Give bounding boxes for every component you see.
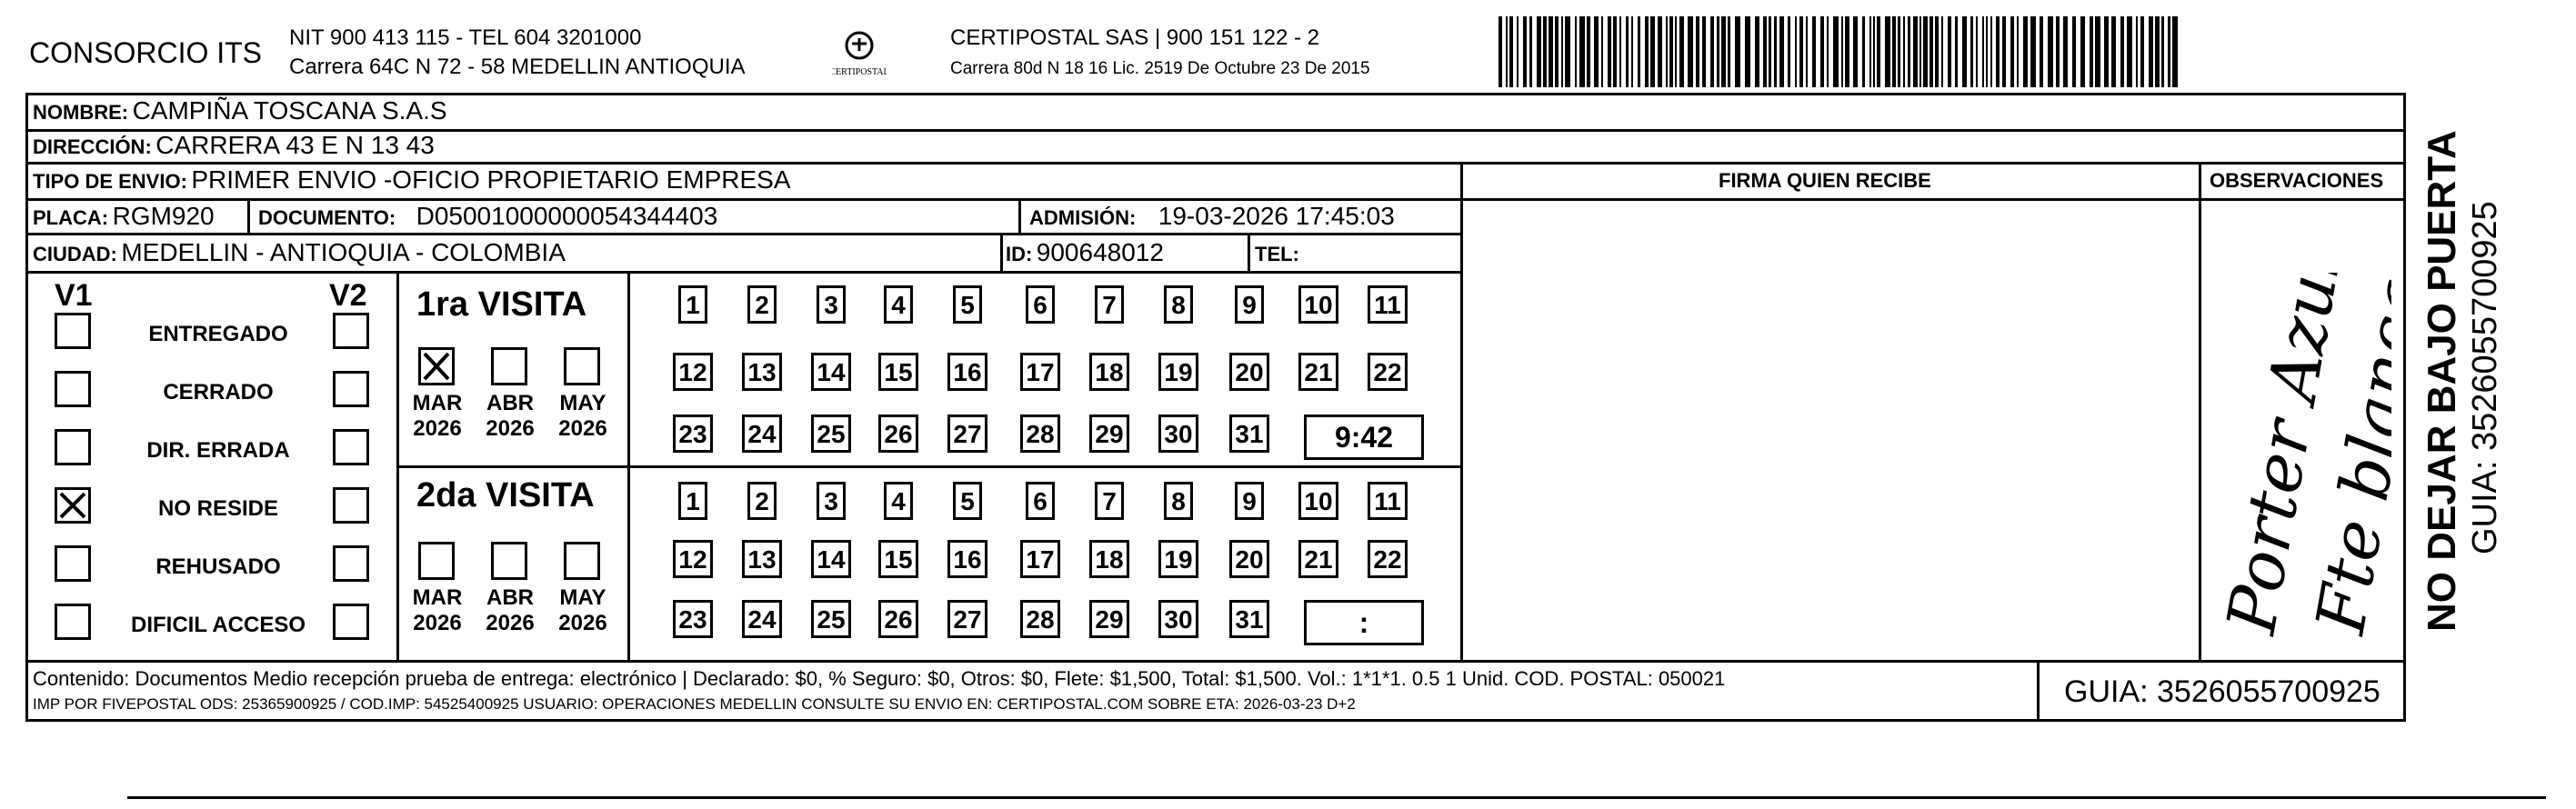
status-v2-checkbox[interactable] bbox=[333, 604, 369, 640]
license-line: Carrera 80d N 18 16 Lic. 2519 De Octubre 23 De 2015 bbox=[950, 59, 1370, 78]
day-checkbox[interactable]: 24 bbox=[742, 414, 782, 453]
handwriting-line-2: Fte blanca bbox=[2301, 273, 2391, 640]
imp-text: IMP POR FIVEPOSTAL ODS: 25365900925 / COD.IMP: 54525400925 USUARIO: OPERACIONES MEDELLIN CONSULTE SU ENVIO EN: CERTIPOSTAL.COM SOBRE ETA: 2026-03-23 D+2 bbox=[33, 695, 1356, 713]
id-value: 900648012 bbox=[1036, 238, 1164, 266]
month-checkbox[interactable] bbox=[491, 542, 527, 580]
day-checkbox[interactable]: 19 bbox=[1158, 353, 1198, 391]
month-checkbox[interactable] bbox=[564, 347, 600, 385]
documento-row bbox=[258, 204, 717, 229]
month-checkbox[interactable] bbox=[418, 542, 455, 580]
day-checkbox[interactable]: 5 bbox=[953, 285, 982, 324]
observaciones-label: OBSERVACIONES bbox=[2210, 169, 2384, 192]
day-checkbox[interactable]: 7 bbox=[1095, 482, 1124, 520]
day-checkbox[interactable]: 9 bbox=[1235, 482, 1264, 520]
barcode-icon bbox=[1498, 16, 2179, 87]
status-label: ENTREGADO bbox=[148, 322, 288, 346]
day-checkbox[interactable]: 28 bbox=[1020, 600, 1060, 638]
documento-label: DOCUMENTO: bbox=[258, 206, 396, 229]
x-mark-icon bbox=[421, 350, 452, 383]
month-year: 2026 bbox=[486, 610, 535, 635]
status-label: NO RESIDE bbox=[157, 496, 279, 521]
day-checkbox[interactable]: 2 bbox=[747, 482, 777, 520]
day-checkbox[interactable]: 8 bbox=[1164, 285, 1193, 324]
day-checkbox[interactable]: 22 bbox=[1368, 353, 1408, 391]
day-checkbox[interactable]: 21 bbox=[1298, 353, 1338, 391]
day-checkbox[interactable]: 17 bbox=[1020, 540, 1060, 578]
day-checkbox[interactable]: 7 bbox=[1095, 285, 1124, 324]
month-name: ABR bbox=[486, 585, 534, 610]
month-label bbox=[551, 391, 615, 441]
day-checkbox[interactable]: 8 bbox=[1164, 482, 1193, 520]
direccion-row bbox=[33, 133, 435, 158]
day-checkbox[interactable]: 1 bbox=[678, 285, 707, 324]
direccion-value: CARRERA 43 E N 13 43 bbox=[155, 131, 435, 159]
day-checkbox[interactable]: 17 bbox=[1020, 353, 1060, 391]
side-warning: NO DEJAR BAJO PUERTA bbox=[2420, 130, 2464, 632]
day-checkbox[interactable]: 23 bbox=[673, 600, 713, 638]
day-checkbox[interactable]: 26 bbox=[878, 600, 918, 638]
day-checkbox[interactable]: 15 bbox=[878, 353, 918, 391]
time-field[interactable]: 9:42 bbox=[1304, 414, 1424, 460]
status-v1-checkbox[interactable] bbox=[55, 604, 91, 640]
day-checkbox[interactable]: 3 bbox=[817, 482, 846, 520]
id-row bbox=[1006, 240, 1164, 265]
status-label: CERRADO bbox=[163, 380, 274, 404]
month-label bbox=[551, 585, 615, 635]
day-checkbox[interactable]: 30 bbox=[1158, 600, 1198, 638]
month-name: MAY bbox=[559, 391, 606, 415]
day-checkbox[interactable]: 16 bbox=[947, 540, 987, 578]
day-checkbox[interactable]: 31 bbox=[1229, 414, 1269, 453]
ciudad-value: MEDELLIN - ANTIOQUIA - COLOMBIA bbox=[121, 238, 566, 266]
day-checkbox[interactable]: 25 bbox=[811, 600, 851, 638]
day-checkbox[interactable]: 2 bbox=[747, 285, 777, 324]
month-label bbox=[478, 391, 542, 441]
status-v1-checkbox[interactable] bbox=[55, 371, 91, 407]
day-checkbox[interactable]: 6 bbox=[1026, 482, 1055, 520]
status-v2-checkbox[interactable] bbox=[333, 487, 369, 524]
day-checkbox[interactable]: 18 bbox=[1089, 540, 1129, 578]
status-label: DIR. ERRADA bbox=[146, 438, 290, 463]
second-visit-title: 2da VISITA bbox=[416, 476, 595, 514]
day-checkbox[interactable]: 14 bbox=[811, 353, 851, 391]
certipostal-logo-icon bbox=[832, 27, 887, 82]
day-checkbox[interactable]: 15 bbox=[878, 540, 918, 578]
company-address: Carrera 64C N 72 - 58 MEDELLIN ANTIOQUIA bbox=[289, 55, 746, 79]
id-label: ID: bbox=[1006, 243, 1033, 265]
ciudad-label: CIUDAD: bbox=[33, 243, 117, 265]
day-checkbox[interactable]: 6 bbox=[1026, 285, 1055, 324]
month-name: MAR bbox=[412, 585, 463, 610]
handwriting-line-1: Porter Azul bbox=[2212, 273, 2357, 640]
day-checkbox[interactable]: 13 bbox=[742, 540, 782, 578]
month-name: MAR bbox=[412, 391, 463, 415]
day-checkbox[interactable]: 11 bbox=[1368, 482, 1408, 520]
day-checkbox[interactable]: 5 bbox=[953, 482, 982, 520]
day-checkbox[interactable]: 20 bbox=[1229, 540, 1269, 578]
month-checkbox[interactable] bbox=[418, 347, 455, 385]
bottom-separator bbox=[127, 796, 2546, 799]
day-checkbox[interactable]: 3 bbox=[817, 285, 846, 324]
day-checkbox[interactable]: 29 bbox=[1089, 600, 1129, 638]
time-field[interactable]: : bbox=[1304, 600, 1424, 645]
placa-row bbox=[33, 204, 215, 229]
contenido-text: Contenido: Documentos Medio recepción prueba de entrega: electrónico | Declarado: $0, % Seguro: $0, Otros: $0, Flete: $1,500, Total: $1,500. Vol.: 1*1*1. 0.5 1 Unid. COD. POSTAL: 050021 bbox=[33, 667, 1726, 690]
nombre-row bbox=[33, 98, 447, 124]
month-year: 2026 bbox=[413, 610, 462, 635]
day-checkbox[interactable]: 22 bbox=[1368, 540, 1408, 578]
admision-row bbox=[1029, 204, 1395, 229]
month-year: 2026 bbox=[558, 610, 607, 635]
day-checkbox[interactable]: 16 bbox=[947, 353, 987, 391]
month-checkbox[interactable] bbox=[491, 347, 527, 385]
day-checkbox[interactable]: 23 bbox=[673, 414, 713, 453]
month-checkbox[interactable] bbox=[564, 542, 600, 580]
month-name: ABR bbox=[486, 391, 534, 415]
status-v2-checkbox[interactable] bbox=[333, 371, 369, 407]
tipo-envio-value: PRIMER ENVIO -OFICIO PROPIETARIO EMPRESA bbox=[191, 165, 791, 194]
company-name: CONSORCIO ITS bbox=[29, 36, 263, 69]
day-checkbox[interactable]: 12 bbox=[673, 353, 713, 391]
firma-label: FIRMA QUIEN RECIBE bbox=[1719, 169, 1931, 192]
footer-guia: GUIA: 3526055700925 bbox=[2064, 674, 2381, 709]
status-v1-checkbox[interactable] bbox=[55, 545, 91, 582]
tel-label: TEL: bbox=[1255, 243, 1299, 265]
month-year: 2026 bbox=[486, 415, 535, 441]
company-nit: NIT 900 413 115 - TEL 604 3201000 bbox=[289, 25, 642, 50]
day-checkbox[interactable]: 4 bbox=[884, 285, 913, 324]
day-checkbox[interactable]: 10 bbox=[1298, 285, 1338, 324]
day-checkbox[interactable]: 10 bbox=[1298, 482, 1338, 520]
day-checkbox[interactable]: 21 bbox=[1298, 540, 1338, 578]
operator-line: CERTIPOSTAL SAS | 900 151 122 - 2 bbox=[950, 25, 1319, 50]
side-guia: GUIA: 3526055700925 bbox=[2466, 201, 2504, 554]
status-v2-checkbox[interactable] bbox=[333, 429, 369, 465]
day-checkbox[interactable]: 27 bbox=[947, 600, 987, 638]
day-checkbox[interactable]: 31 bbox=[1229, 600, 1269, 638]
day-checkbox[interactable]: 14 bbox=[811, 540, 851, 578]
side-text bbox=[2410, 100, 2510, 636]
admision-value: 19-03-2026 17:45:03 bbox=[1158, 202, 1395, 230]
day-checkbox[interactable]: 1 bbox=[678, 482, 707, 520]
x-mark-icon bbox=[57, 490, 88, 521]
day-checkbox[interactable]: 9 bbox=[1235, 285, 1264, 324]
tel-row bbox=[1255, 240, 1299, 265]
day-checkbox[interactable]: 18 bbox=[1089, 353, 1129, 391]
documento-value: D05001000000054344403 bbox=[416, 202, 718, 230]
ciudad-row bbox=[33, 240, 566, 265]
month-label bbox=[406, 585, 469, 635]
month-year: 2026 bbox=[413, 415, 462, 441]
status-v1-checkbox[interactable] bbox=[55, 429, 91, 465]
day-checkbox[interactable]: 13 bbox=[742, 353, 782, 391]
v2-label: V2 bbox=[329, 278, 367, 313]
day-checkbox[interactable]: 12 bbox=[673, 540, 713, 578]
day-checkbox[interactable]: 27 bbox=[947, 414, 987, 453]
day-checkbox[interactable]: 29 bbox=[1089, 414, 1129, 453]
direccion-label: DIRECCIÓN: bbox=[33, 135, 152, 158]
first-visit-title: 1ra VISITA bbox=[416, 285, 587, 324]
v1-label: V1 bbox=[55, 278, 93, 313]
nombre-value: CAMPIÑA TOSCANA S.A.S bbox=[132, 96, 447, 125]
month-year: 2026 bbox=[558, 415, 607, 441]
status-v1-checkbox[interactable] bbox=[55, 487, 91, 524]
status-v2-checkbox[interactable] bbox=[333, 313, 369, 349]
day-checkbox[interactable]: 25 bbox=[811, 414, 851, 453]
day-checkbox[interactable]: 19 bbox=[1158, 540, 1198, 578]
month-name: MAY bbox=[559, 585, 606, 610]
status-label: REHUSADO bbox=[155, 554, 281, 579]
tipo-envio-label: TIPO DE ENVIO: bbox=[33, 170, 187, 193]
day-checkbox[interactable]: 26 bbox=[878, 414, 918, 453]
status-label: DIFICIL ACCESO bbox=[130, 613, 306, 637]
day-checkbox[interactable]: 30 bbox=[1158, 414, 1198, 453]
status-v2-checkbox[interactable] bbox=[333, 545, 369, 582]
placa-value: RGM920 bbox=[112, 202, 215, 230]
day-checkbox[interactable]: 11 bbox=[1368, 285, 1408, 324]
admision-label: ADMISIÓN: bbox=[1029, 206, 1137, 229]
observations-handwriting bbox=[2210, 273, 2391, 654]
nombre-label: NOMBRE: bbox=[33, 101, 129, 124]
placa-label: PLACA: bbox=[33, 206, 109, 229]
day-checkbox[interactable]: 20 bbox=[1229, 353, 1269, 391]
tipo-envio-row bbox=[33, 167, 791, 193]
month-label bbox=[478, 585, 542, 635]
day-checkbox[interactable]: 24 bbox=[742, 600, 782, 638]
day-checkbox[interactable]: 4 bbox=[884, 482, 913, 520]
month-label bbox=[406, 391, 469, 441]
day-checkbox[interactable]: 28 bbox=[1020, 414, 1060, 453]
status-v1-checkbox[interactable] bbox=[55, 313, 91, 349]
svg-text:CERTIPOSTAL: CERTIPOSTAL bbox=[832, 67, 887, 77]
